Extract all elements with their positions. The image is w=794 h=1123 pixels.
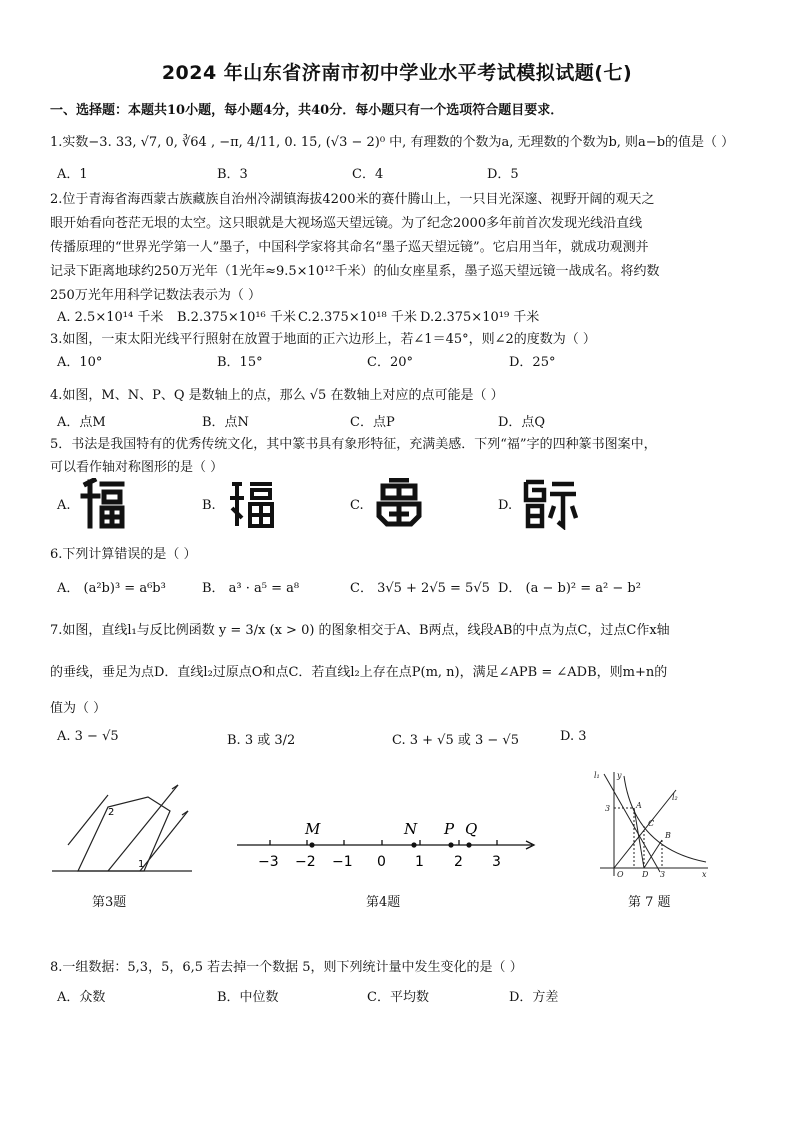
q5-option-d[interactable]: D. [498, 498, 513, 513]
tick-label: 0 [377, 854, 386, 870]
angle-1-label: 1 [138, 859, 145, 870]
q6-option-b[interactable]: B． a³ · a⁵ = a⁸ [202, 581, 300, 596]
q3-option-d[interactable]: D．25° [509, 355, 556, 370]
point-p-label: P [444, 820, 455, 838]
point-q-label: Q [465, 820, 478, 838]
x-axis-label: x [702, 870, 707, 879]
q7-line: 的垂线，垂足为点D．直线l₂过原点O和点C．若直线l₂上存在点P(m, n)，满足∠APB = ∠ADB，则m+n的 [50, 665, 668, 680]
tick-label: −2 [295, 854, 316, 870]
q2-line: 2.位于青海省海西蒙古族藏族自治州冷湖镇海拔4200米的赛什腾山上，一只目光深邃、视野开阔的观天之 [50, 192, 655, 207]
hexagon [78, 797, 170, 871]
q4-option-c[interactable]: C．点P [350, 415, 395, 430]
figure-3-caption: 第3题 [92, 895, 127, 910]
q8-option-c[interactable]: C．平均数 [367, 990, 429, 1005]
q1-option-b[interactable]: B．3 [217, 167, 248, 182]
q2-line: 记录下距离地球约250万光年（1光年≈9.5×10¹²千米）的仙女座星系，墨子巡天望远镜一战成名。将约数 [50, 264, 660, 279]
q1-option-d[interactable]: D．5 [487, 167, 519, 182]
seal-character-a-image [80, 478, 126, 530]
x-tick-label: 3 [660, 870, 666, 879]
point-b-label: B [665, 831, 671, 840]
line-l2 [614, 790, 676, 868]
q2-line: 传播原理的“世界光学第一人”墨子，中国科学家将其命名“墨子巡天望远镜”。它启用当年，就成功观测并 [50, 240, 649, 255]
angle-2-label: 2 [108, 807, 115, 818]
tick-label: 2 [454, 854, 463, 870]
point-n-label: N [404, 820, 418, 838]
tick-label: −1 [332, 854, 353, 870]
point-p-dot [448, 842, 453, 847]
origin-label: O [617, 870, 624, 879]
tick-label: 3 [492, 854, 501, 870]
q7-option-a[interactable]: A. 3 − √5 [57, 729, 119, 744]
q5-option-a[interactable]: A. [57, 498, 71, 513]
q4-option-d[interactable]: D．点Q [498, 415, 546, 430]
q2-option-a[interactable]: A. 2.5×10¹⁴ 千米 [57, 310, 164, 325]
q2-option-c[interactable]: C.2.375×10¹⁸ 千米 [298, 310, 417, 325]
q4-option-a[interactable]: A．点M [57, 415, 106, 430]
q7-line: 值为（ ） [50, 701, 107, 716]
q3-option-a[interactable]: A．10° [57, 355, 103, 370]
q1-option-c[interactable]: C．4 [352, 167, 384, 182]
l2-label: l₂ [672, 793, 678, 802]
q7-line: 7.如图，直线l₁与反比例函数 y = 3/x (x > 0) 的图象相交于A、B两点，线段AB的中点为点C，过点C作x轴 [50, 623, 670, 638]
q4-stem: 4.如图，M、N、P、Q 是数轴上的点，那么 √5 在数轴上对应的点可能是（ ） [50, 388, 504, 403]
q2-line: 250万光年用科学记数法表示为（ ） [50, 288, 261, 303]
q5-line: 可以看作轴对称图形的是（ ） [50, 460, 224, 475]
q7-option-d[interactable]: D. 3 [560, 729, 587, 744]
seal-character-d-image [522, 478, 578, 530]
q6-option-a[interactable]: A． (a²b)³ = a⁶b³ [57, 581, 166, 596]
q2-line: 眼开始看向苍茫无垠的太空。这只眼就是大视场巡天望远镜。为了纪念2000多年前首次发现光线沿直线 [50, 216, 643, 231]
q5-option-b[interactable]: B. [202, 498, 216, 513]
q3-option-b[interactable]: B．15° [217, 355, 263, 370]
point-c-label: C [648, 819, 655, 828]
q1-option-a[interactable]: A．1 [57, 167, 88, 182]
q8-stem: 8.一组数据：5,3，5，6,5 若去掉一个数据 5，则下列统计量中发生变化的是（ ） [50, 960, 523, 975]
q7-option-c[interactable]: C. 3 + √5 或 3 − √5 [392, 733, 519, 748]
figure-7-caption: 第 7 题 [628, 895, 671, 910]
q8-option-a[interactable]: A．众数 [57, 990, 106, 1005]
point-d-label: D [642, 870, 649, 879]
q3-option-c[interactable]: C．20° [367, 355, 413, 370]
point-q-dot [466, 842, 471, 847]
tick-label: −3 [258, 854, 279, 870]
figure-4-caption: 第4题 [366, 895, 401, 910]
q6-option-d[interactable]: D． (a − b)² = a² − b² [498, 581, 641, 596]
section-heading: 一、选择题：本题共10小题，每小题4分，共40分．每小题只有一个选项符合题目要求． [50, 103, 564, 118]
point-a-label: A [636, 801, 642, 810]
q4-option-b[interactable]: B．点N [202, 415, 249, 430]
figure-7-coordinate-diagram [590, 768, 714, 880]
page-title: 2024 年山东省济南市初中学业水平考试模拟试题(七) [161, 62, 633, 84]
tick-label: 1 [415, 854, 424, 870]
seal-character-c-image [375, 478, 423, 530]
q3-stem: 3.如图，一束太阳光线平行照射在放置于地面的正六边形上，若∠1＝45°，则∠2的度数为（ ） [50, 332, 596, 347]
q2-option-b[interactable]: B.2.375×10¹⁶ 千米 [177, 310, 296, 325]
seal-character-b-image [228, 480, 274, 530]
y-tick-label: 3 [605, 804, 611, 813]
point-n-dot [411, 842, 416, 847]
q8-option-d[interactable]: D．方差 [509, 990, 559, 1005]
q1-stem: 1.实数−3. 33, √7, 0, ∛64 , −π, 4/11, 0. 15̇, (√3 − 2)⁰ 中, 有理数的个数为a, 无理数的个数为b, 则a−b的值是（ ） [50, 135, 735, 150]
y-axis-label: y [617, 771, 622, 780]
point-m-dot [309, 842, 314, 847]
q2-option-d[interactable]: D.2.375×10¹⁹ 千米 [420, 310, 540, 325]
q5-option-c[interactable]: C. [350, 498, 364, 513]
q8-option-b[interactable]: B．中位数 [217, 990, 279, 1005]
figure-3-hexagon-diagram [48, 775, 196, 875]
q6-option-c[interactable]: C． 3√5 + 2√5 = 5√5 [350, 581, 490, 596]
q6-stem: 6.下列计算错误的是（ ） [50, 547, 197, 562]
q7-option-b[interactable]: B. 3 或 3/2 [227, 733, 296, 748]
point-m-label: M [305, 820, 321, 838]
l1-label: l₁ [594, 771, 600, 780]
q5-line: 5．书法是我国特有的优秀传统文化，其中篆书具有象形特征，充满美感．下列“福”字的四种篆书图案中， [50, 437, 657, 452]
figure-4-number-line [232, 812, 544, 872]
